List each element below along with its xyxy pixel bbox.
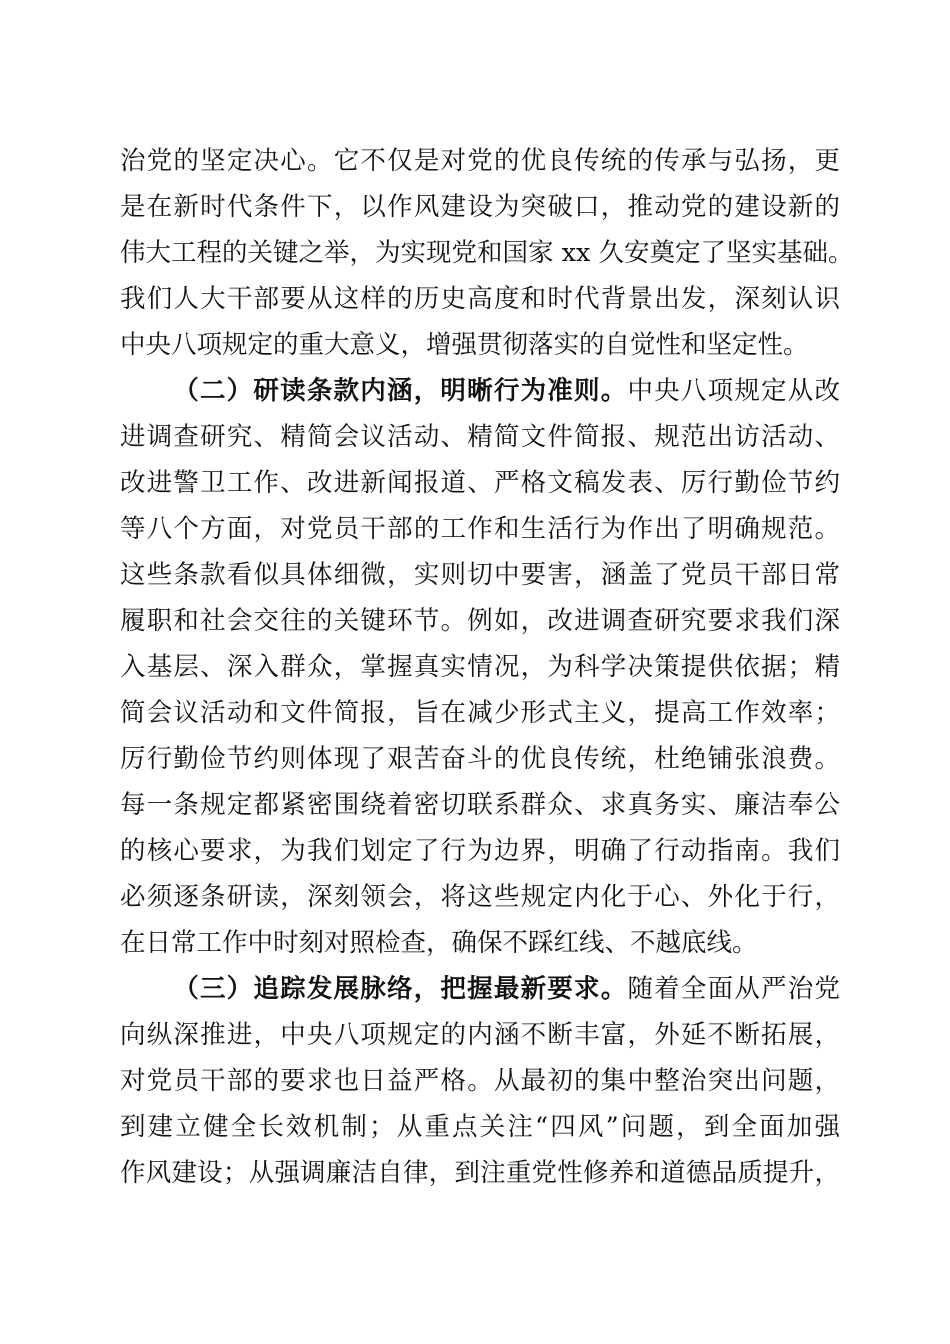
text-line: 必须逐条研读，深刻领会，将这些规定内化于心、外化于行， [120,882,840,912]
section-heading-line: （二）研读条款内涵，明晰行为准则。中央八项规定从改 [172,376,840,406]
text-line: 在日常工作中时刻对照检查，确保不踩红线、不越底线。 [120,928,758,958]
text-line: 作风建设；从强调廉洁自律，到注重党性修养和道德品质提升， [120,1158,840,1188]
text-line: 每一条规定都紧密围绕着密切联系群众、求真务实、廉洁奉公 [120,790,840,820]
section-heading: （二）研读条款内涵，明晰行为准则。 [172,376,628,406]
text-line: 伟大工程的关键之举，为实现党和国家 xx 久安奠定了坚实基础。 [120,238,854,268]
text-line: 厉行勤俭节约则体现了艰苦奋斗的优良传统，杜绝铺张浪费。 [120,744,840,774]
section-heading: （三）追踪发展脉络，把握最新要求。 [172,974,628,1004]
text-line: 这些条款看似具体细微，实则切中要害，涵盖了党员干部日常 [120,560,840,590]
text-line: 对党员干部的要求也日益严格。从最初的集中整治突出问题， [120,1066,840,1096]
text-line: 向纵深推进，中央八项规定的内涵不断丰富，外延不断拓展， [120,1020,840,1050]
text-line: 履职和社会交往的关键环节。例如，改进调查研究要求我们深 [120,606,840,636]
text-line: 中央八项规定的重大意义，增强贯彻落实的自觉性和坚定性。 [120,330,809,360]
text-line: 是在新时代条件下，以作风建设为突破口，推动党的建设新的 [120,192,840,222]
text-line: 治党的坚定决心。它不仅是对党的优良传统的传承与弘扬，更 [120,146,840,176]
text-line: 的核心要求，为我们划定了行为边界，明确了行动指南。我们 [120,836,840,866]
text-line: 进调查研究、精简会议活动、精简文件简报、规范出访活动、 [120,422,840,452]
text-line: 我们人大干部要从这样的历史高度和时代背景出发，深刻认识 [120,284,840,314]
text-line: 简会议活动和文件简报，旨在减少形式主义，提高工作效率； [120,698,840,728]
text-line: 到建立健全长效机制；从重点关注“四风”问题，到全面加强 [120,1112,840,1142]
text-line: 改进警卫工作、改进新闻报道、严格文稿发表、厉行勤俭节约 [120,468,840,498]
text-line: 入基层、深入群众，掌握真实情况，为科学决策提供依据；精 [120,652,840,682]
text-line: 等八个方面，对党员干部的工作和生活行为作出了明确规范。 [120,514,840,544]
section-heading-line: （三）追踪发展脉络，把握最新要求。随着全面从严治党 [172,974,840,1004]
